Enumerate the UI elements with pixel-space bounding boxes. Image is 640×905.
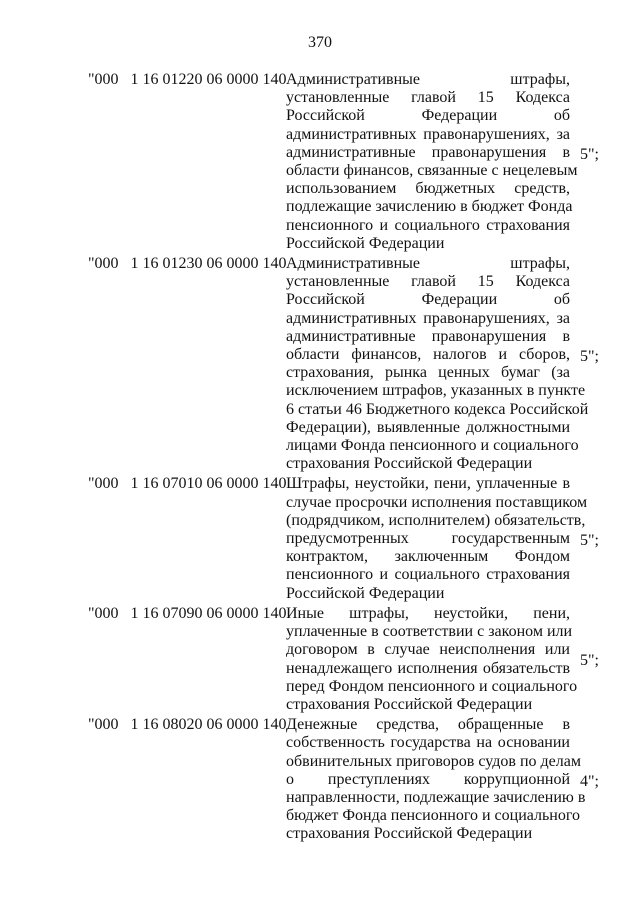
rate-value: 4"; bbox=[580, 772, 599, 790]
description-line: страхования Российской Федерации bbox=[286, 695, 533, 713]
description-line: случае просрочки исполнения поставщиком bbox=[286, 493, 588, 511]
description-line: предусмотренных государственным bbox=[286, 530, 570, 548]
description-line: (подрядчиком, исполнителем) обязательств, bbox=[286, 511, 586, 529]
description-line: пенсионного и социального страхования bbox=[286, 566, 570, 584]
description-line: обвинительных приговоров судов по делам bbox=[286, 752, 581, 770]
entry-8020 bbox=[0, 716, 640, 843]
rate-value: 5"; bbox=[580, 652, 599, 670]
description-line: направленности, подлежащие зачислению в bbox=[286, 788, 586, 806]
revenue-code: "000 1 16 08020 06 0000 140 bbox=[88, 716, 287, 734]
description-line: исключением штрафов, указанных в пункте bbox=[286, 382, 586, 400]
rate-value: 5"; bbox=[580, 532, 599, 550]
revenue-code-list bbox=[0, 71, 640, 846]
description-line: установленные главой 15 Кодекса bbox=[286, 89, 570, 107]
description-line: страхования Российской Федерации bbox=[286, 455, 533, 473]
description-line: Денежные средства, обращенные в bbox=[286, 716, 570, 734]
description-line: лицами Фонда пенсионного и социального bbox=[286, 437, 579, 455]
description-line: использованием бюджетных средств, bbox=[286, 180, 570, 198]
description-line: перед Фондом пенсионного и социального bbox=[286, 677, 578, 695]
description-line: административных правонарушениях, за bbox=[286, 125, 570, 143]
description-line: Административные штрафы, bbox=[286, 255, 570, 273]
description-line: административных правонарушениях, за bbox=[286, 309, 570, 327]
description-line: Российской Федерации об bbox=[286, 291, 570, 309]
description-line: Российской Федерации bbox=[286, 584, 445, 602]
rate-value: 5"; bbox=[580, 145, 599, 163]
description-line: административные правонарушения в bbox=[286, 327, 570, 345]
entry-1220 bbox=[0, 71, 640, 253]
description-line: страхования, рынка ценных бумаг (за bbox=[286, 364, 570, 382]
description-line: подлежащие зачислению в бюджет Фонда bbox=[286, 198, 573, 216]
entry-description bbox=[286, 604, 578, 714]
entry-description bbox=[286, 475, 588, 602]
entry-1230 bbox=[0, 255, 640, 473]
rate-value: 5"; bbox=[580, 348, 599, 366]
description-line: о преступлениях коррупционной bbox=[286, 770, 570, 788]
description-line: страхования Российской Федерации bbox=[286, 825, 533, 843]
description-line: административные правонарушения в bbox=[286, 143, 570, 161]
description-line: Иные штрафы, неустойки, пени, bbox=[286, 604, 570, 622]
description-line: контрактом, заключенным Фондом bbox=[286, 548, 570, 566]
description-line: Административные штрафы, bbox=[286, 71, 570, 88]
description-line: Российской Федерации bbox=[286, 234, 445, 252]
revenue-code: "000 1 16 07090 06 0000 140 bbox=[88, 604, 287, 622]
description-line: уплаченные в соответствии с законом или bbox=[286, 623, 573, 641]
entry-description bbox=[286, 716, 586, 843]
description-line: 6 статьи 46 Бюджетного кодекса Российской bbox=[286, 400, 589, 418]
description-line: Федерации), выявленные должностными bbox=[286, 418, 570, 436]
description-line: собственность государства на основании bbox=[286, 734, 570, 752]
description-line: области финансов, связанные с нецелевым bbox=[286, 162, 578, 180]
revenue-code: "000 1 16 07010 06 0000 140 bbox=[88, 475, 287, 493]
entry-7090 bbox=[0, 605, 640, 714]
description-line: Штрафы, неустойки, пени, уплаченные в bbox=[286, 475, 570, 493]
description-line: пенсионного и социального страхования bbox=[286, 216, 570, 234]
entry-description bbox=[286, 71, 578, 253]
description-line: установленные главой 15 Кодекса bbox=[286, 273, 570, 291]
entry-description bbox=[286, 255, 589, 473]
description-line: Российской Федерации об bbox=[286, 107, 570, 125]
description-line: области финансов, налогов и сборов, bbox=[286, 346, 570, 364]
entry-7010 bbox=[0, 475, 640, 602]
page-number: 370 bbox=[308, 34, 332, 51]
description-line: бюджет Фонда пенсионного и социального bbox=[286, 807, 581, 825]
description-line: договором в случае неисполнения или bbox=[286, 641, 570, 659]
description-line: ненадлежащего исполнения обязательств bbox=[286, 659, 570, 677]
revenue-code: "000 1 16 01220 06 0000 140 bbox=[88, 71, 287, 88]
revenue-code: "000 1 16 01230 06 0000 140 bbox=[88, 255, 287, 273]
